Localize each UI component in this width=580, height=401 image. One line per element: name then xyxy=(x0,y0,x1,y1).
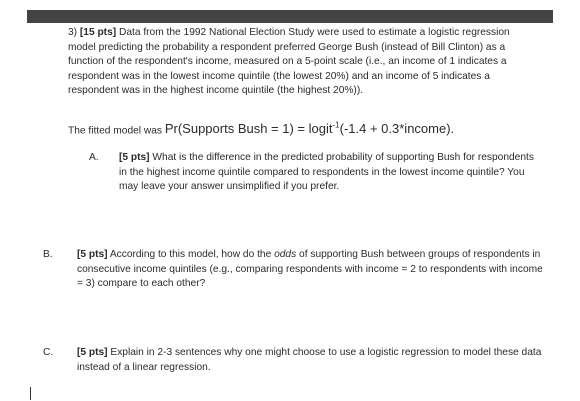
problem-points: [15 pts] xyxy=(79,27,117,38)
question-a-points: [5 pts] xyxy=(119,152,150,163)
question-b-points: [5 pts] xyxy=(77,249,108,260)
question-c xyxy=(43,346,557,375)
question-a xyxy=(89,151,539,195)
formula-exponent: -1 xyxy=(332,121,340,130)
question-c-text: Explain in 2-3 sentences why one might choose to use a logistic regression to model these data instead of a linear regression. xyxy=(77,347,542,373)
question-b-text-post: of supporting Bush between groups of respondents in consecutive income quintiles (e.g., comparing respondents with income = 2 to respondents with income = 3) compare to each other? xyxy=(77,249,543,290)
formula-post: (-1.4 + 0.3*income). xyxy=(339,121,455,137)
model-lead: The fitted model was xyxy=(68,125,162,137)
question-c-points: [5 pts] xyxy=(77,347,108,358)
question-a-text: What is the difference in the predicted probability of supporting Bush for respondents in the highest income quintile compared to respondents in the lowest income quintile? You may leave your answer unsimplified if you prefer. xyxy=(119,152,534,193)
problem-intro-text: Data from the 1992 National Election Study were used to estimate a logistic regression model predicting the probability a respondent preferred George Bush (instead of Bill Clinton) as a function of the respondent's income, measured on a 5-point scale (i.e., an income of 1 indicates a respondent was in the lowest income quintile (the lowest 20%) and an income of 5 indicates a respondent was in the highest income quintile (the highest 20%)). xyxy=(68,27,510,97)
question-b xyxy=(43,248,547,292)
header-bar xyxy=(27,10,553,23)
formula-pre: Pr(Supports Bush = 1) = logit xyxy=(164,121,333,137)
question-b-emphasis: odds xyxy=(274,249,297,260)
problem-intro xyxy=(68,26,530,99)
question-c-letter: C. xyxy=(43,347,54,358)
problem-number: 3) xyxy=(68,27,78,38)
text-cursor[interactable] xyxy=(30,387,31,400)
fitted-model xyxy=(68,119,538,139)
question-b-letter: B. xyxy=(43,249,53,260)
model-formula xyxy=(165,121,454,136)
question-a-letter: A. xyxy=(89,152,99,163)
question-b-text-pre: According to this model, how do the xyxy=(109,249,272,260)
